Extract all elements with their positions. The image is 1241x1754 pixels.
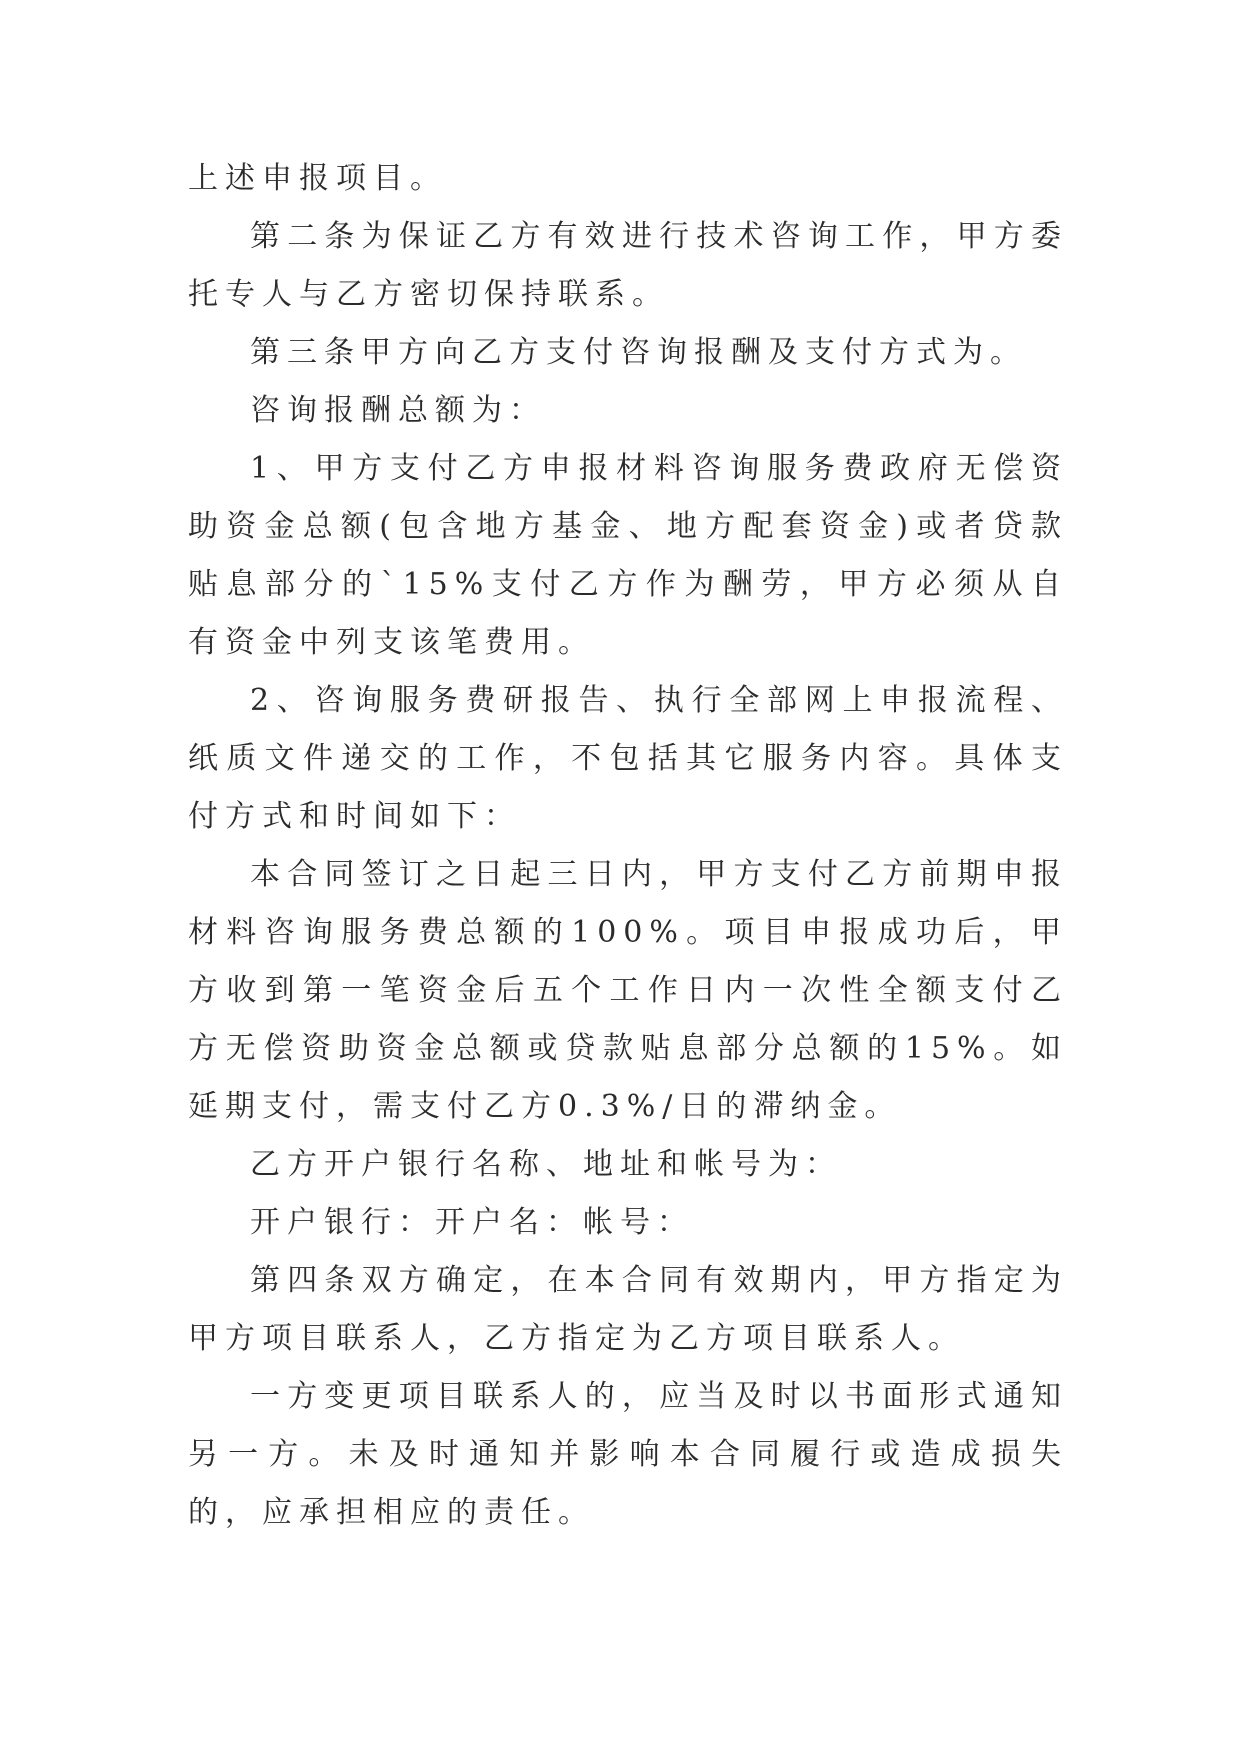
paragraph-item-2: 2、咨询服务费研报告、执行全部网上申报流程、纸质文件递交的工作，不包括其它服务内容。具体支付方式和时间如下： <box>188 683 1068 834</box>
paragraph-bank-info-fields: 开户银行：开户名：帐号： <box>250 1205 694 1240</box>
paragraph-article-3: 第三条甲方向乙方支付咨询报酬及支付方式为。 <box>250 335 1027 370</box>
paragraph-total-fee: 咨询报酬总额为： <box>250 393 546 428</box>
paragraph-contact-change: 一方变更项目联系人的，应当及时以书面形式通知另一方。未及时通知并影响本合同履行或造成损失的，应承担相应的责任。 <box>188 1379 1068 1530</box>
paragraph-bank-info-intro: 乙方开户银行名称、地址和帐号为： <box>250 1147 842 1182</box>
paragraph-payment-schedule: 本合同签订之日起三日内，甲方支付乙方前期申报材料咨询服务费总额的100%。项目申报成功后，甲方收到第一笔资金后五个工作日内一次性全额支付乙方无偿资助资金总额或贷款贴息部分总额的15%。如延期支付，需支付乙方0.3%/日的滞纳金。 <box>188 857 1068 1124</box>
paragraph-continuation: 上述申报项目。 <box>188 161 447 196</box>
paragraph-item-1: 1、甲方支付乙方申报材料咨询服务费政府无偿资助资金总额(包含地方基金、地方配套资金)或者贷款贴息部分的`15%支付乙方作为酬劳，甲方必须从自有资金中列支该笔费用。 <box>188 451 1068 660</box>
paragraph-article-4: 第四条双方确定，在本合同有效期内，甲方指定为甲方项目联系人，乙方指定为乙方项目联系人。 <box>188 1263 1068 1356</box>
document-page <box>188 150 1068 1542</box>
paragraph-article-2: 第二条为保证乙方有效进行技术咨询工作，甲方委托专人与乙方密切保持联系。 <box>188 219 1068 312</box>
